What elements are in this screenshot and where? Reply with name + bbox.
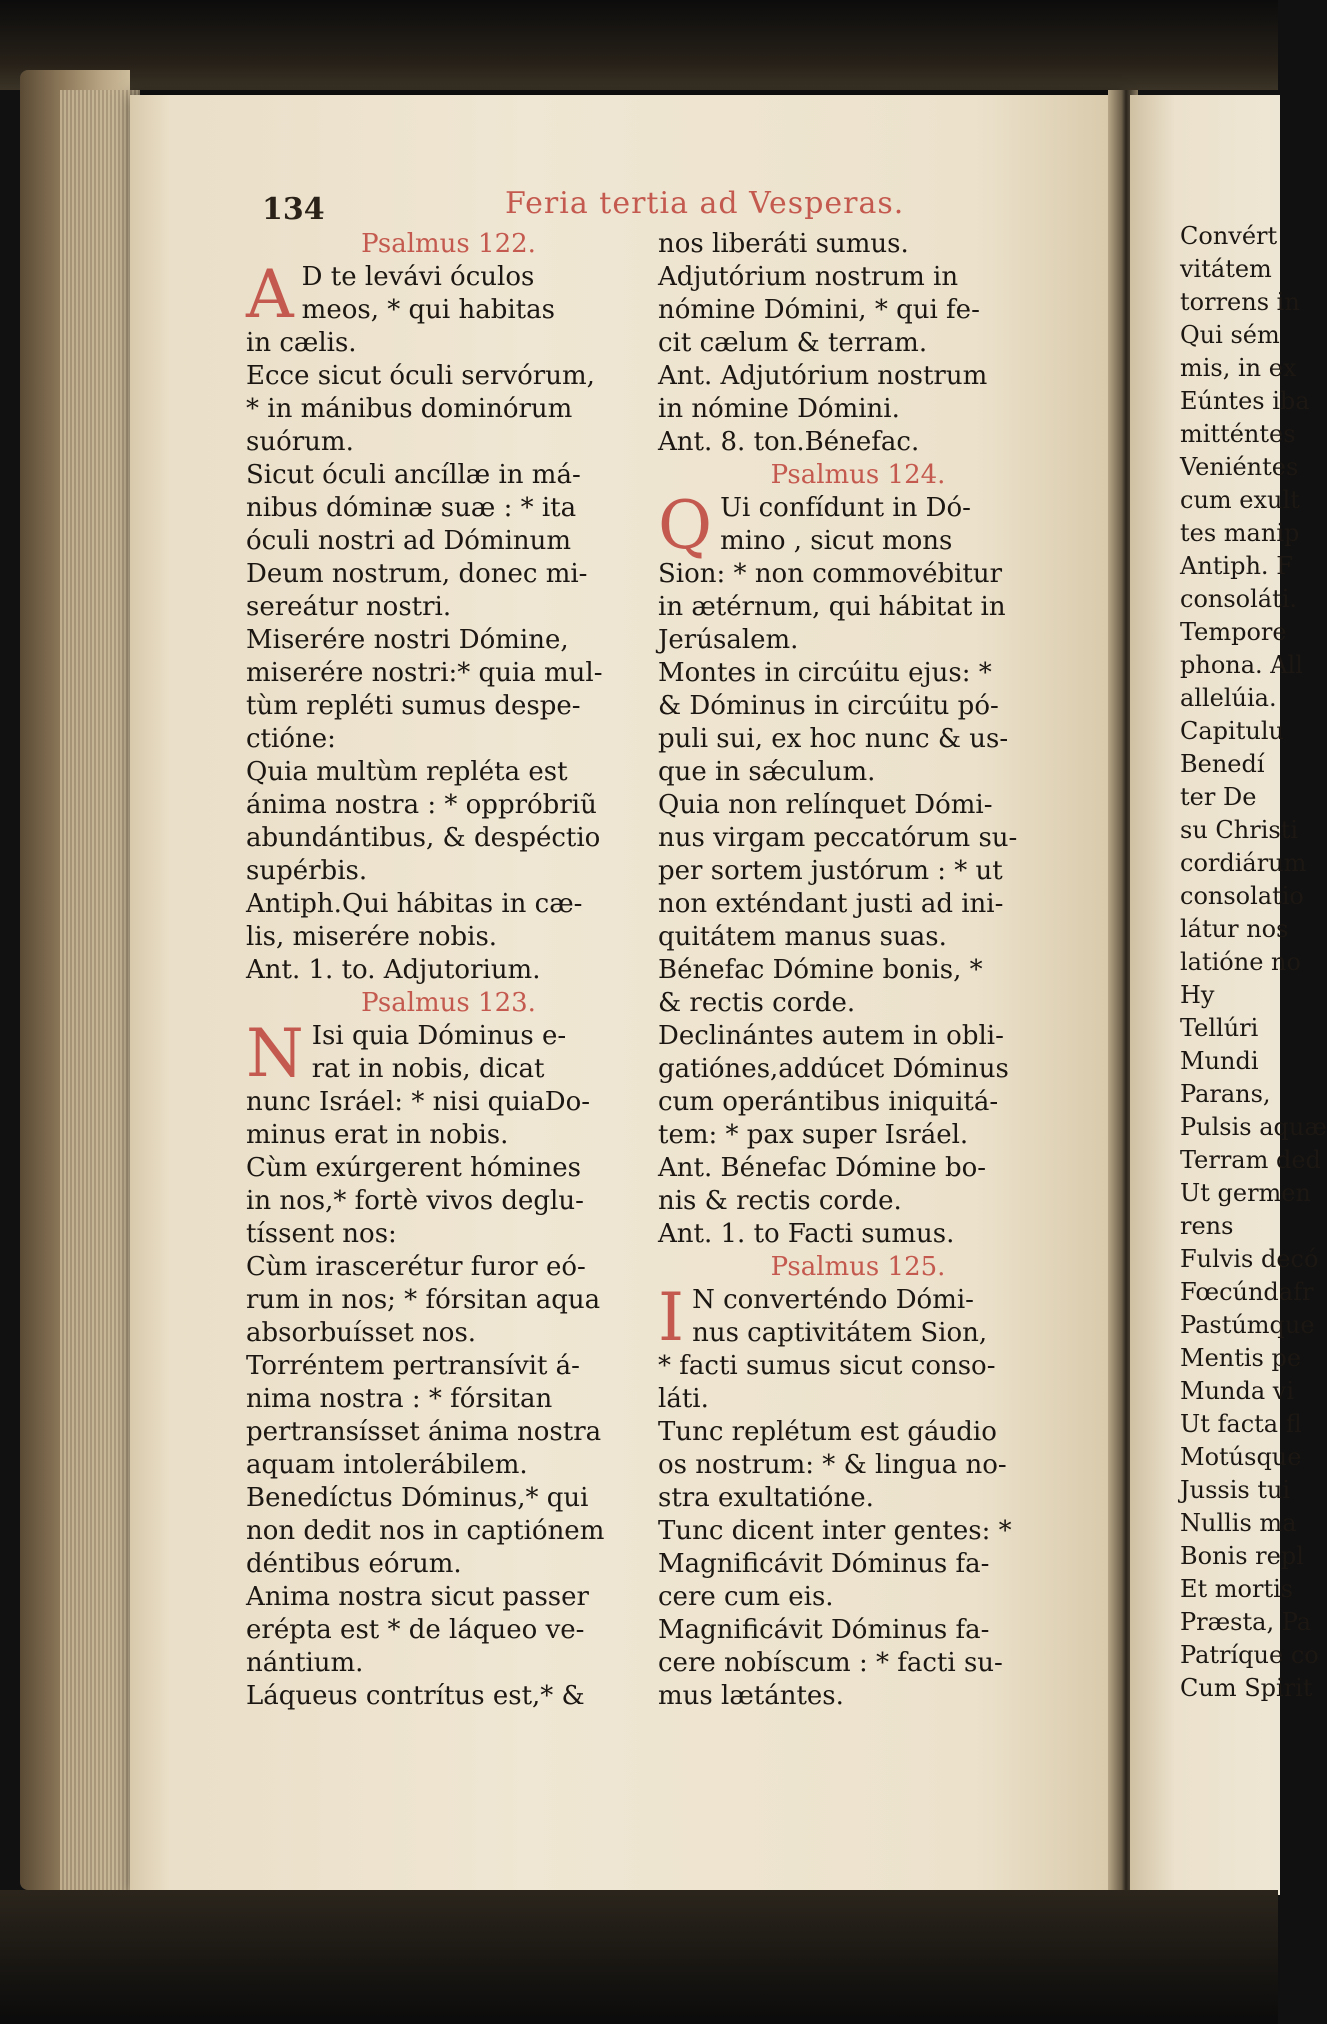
facing-text-line: consolatio — [1180, 882, 1304, 910]
right-text-column — [658, 228, 1058, 1713]
text-line: óculi nostri ad Dóminum — [246, 526, 572, 556]
page-edges — [60, 90, 140, 1890]
text-line: Declinántes autem in obli- — [658, 1021, 1004, 1051]
facing-text-line: vitátem — [1180, 255, 1272, 283]
text-line: meos, * qui habitas — [301, 295, 555, 325]
text-line: * in mánibus dominórum — [246, 394, 573, 424]
text-line: Miserére nostri Dómine, — [246, 625, 569, 655]
text-line: que in sǽculum. — [658, 757, 876, 787]
text-line: cit cælum & terram. — [658, 328, 928, 358]
text-line: supérbis. — [246, 856, 368, 886]
facing-text-line: Qui sém — [1180, 321, 1280, 349]
text-line: Tunc replétum est gáudio — [658, 1417, 997, 1447]
text-line: abundántibus, & despéctio — [246, 823, 601, 853]
text-line: Ant. Bénefac Dómine bo- — [658, 1153, 987, 1183]
text-line: Quia non relínquet Dómi- — [658, 790, 993, 820]
text-line: Deum nostrum, donec mi- — [246, 559, 588, 589]
text-line: Ant. 8. ton.Bénefac. — [658, 427, 920, 457]
text-line: tùm repléti sumus despe- — [246, 691, 581, 721]
text-line: láti. — [658, 1384, 709, 1414]
facing-text-line: latióne no — [1180, 948, 1301, 976]
background-bottom — [0, 1890, 1278, 2024]
facing-text-line: Hy — [1180, 981, 1215, 1009]
text-line: & Dóminus in circúitu pó- — [658, 691, 999, 721]
text-line: Láqueus contrítus est,* & — [246, 1681, 585, 1711]
facing-text-line: Mundi — [1180, 1047, 1259, 1075]
text-line: nómine Dómini, * qui fe- — [658, 295, 980, 325]
facing-text-line: mis, in ex — [1180, 354, 1297, 382]
psalm-title: Psalmus 125. — [770, 1252, 946, 1282]
text-line: * facti sumus sicut conso- — [658, 1351, 996, 1381]
text-line: os nostrum: * & lingua no- — [658, 1450, 1007, 1480]
text-line: quitátem manus suas. — [658, 922, 947, 952]
facing-text-line: Mentis pe — [1180, 1344, 1302, 1372]
text-line: déntibus eórum. — [246, 1549, 462, 1579]
facing-text-line: Benedí — [1180, 750, 1265, 778]
text-line: Ui confídunt in Dó- — [720, 493, 971, 523]
text-line: Magnificávit Dóminus fa- — [658, 1549, 990, 1579]
text-line: per sortem justórum : * ut — [658, 856, 1003, 886]
facing-text-line: Antiph. F — [1180, 552, 1293, 580]
facing-text-line: cum exult — [1180, 486, 1300, 514]
text-line: nis & rectis corde. — [658, 1186, 902, 1216]
text-line: cere nobíscum : * facti su- — [658, 1648, 1003, 1678]
text-line: nos liberáti sumus. — [658, 229, 909, 259]
text-line: Torréntem pertransívit á- — [246, 1351, 580, 1381]
facing-text-line: Pulsis aquæ — [1180, 1113, 1327, 1141]
text-line: Antiph.Qui hábitas in cæ- — [246, 889, 583, 919]
facing-text-line: Patríque co — [1180, 1641, 1319, 1669]
psalm-title: Psalmus 123. — [361, 988, 536, 1018]
facing-text-line: cordiárum — [1180, 849, 1307, 877]
text-line: Cùm exúrgerent hómines — [246, 1153, 581, 1183]
text-line: tem: * pax super Isráel. — [658, 1120, 969, 1150]
facing-text-line: phona. All — [1180, 651, 1303, 679]
text-line: lis, miserére nobis. — [246, 922, 498, 952]
text-line: non exténdant justi ad ini- — [658, 889, 1004, 919]
facing-text-line: Fulvis decó — [1180, 1245, 1319, 1273]
text-line: gatiónes,addúcet Dóminus — [658, 1054, 1009, 1084]
text-line: Ecce sicut óculi servórum, — [246, 361, 595, 391]
text-line: nima nostra : * fórsitan — [246, 1384, 553, 1414]
drop-cap-initial: N — [246, 1015, 304, 1092]
facing-text-line: Ut facta fl — [1180, 1410, 1302, 1438]
facing-text-line: Veniéntes — [1180, 453, 1299, 481]
text-line: D te levávi óculos — [301, 262, 535, 292]
text-line: in nos,* fortè vivos deglu- — [246, 1186, 584, 1216]
text-line: Ant. Adjutórium nostrum — [658, 361, 988, 391]
text-line: non dedit nos in captiónem — [246, 1516, 605, 1546]
left-text-column — [246, 228, 651, 1713]
text-line: Magnificávit Dóminus fa- — [658, 1615, 990, 1645]
text-line: ctióne: — [246, 724, 336, 754]
facing-text-line: Eúntes iba — [1180, 387, 1310, 415]
text-line: Sicut óculi ancíllæ in má- — [246, 460, 581, 490]
drop-cap-initial: I — [658, 1279, 685, 1356]
text-line: pertransísset ánima nostra — [246, 1417, 602, 1447]
background-top — [0, 0, 1278, 90]
facing-text-line: Ut germen — [1180, 1179, 1311, 1207]
psalm-title: Psalmus 122. — [361, 229, 536, 259]
psalm-title: Psalmus 124. — [770, 460, 946, 490]
text-line: Ant. 1. to Facti sumus. — [658, 1219, 955, 1249]
facing-text-line: consoláti. — [1180, 585, 1298, 613]
facing-text-line: Cum Spirit — [1180, 1674, 1313, 1702]
facing-text-line: Parans, — [1180, 1080, 1271, 1108]
drop-cap-initial: Q — [658, 487, 713, 564]
facing-text-line: látur nos — [1180, 915, 1289, 943]
facing-text-line: Motúsque — [1180, 1443, 1302, 1471]
text-line: Sion: * non commovébitur — [658, 559, 1003, 589]
text-line: mino , sicut mons — [720, 526, 953, 556]
facing-text-line: Nullis ma — [1180, 1509, 1297, 1537]
facing-text-line: Capitulu — [1180, 717, 1284, 745]
text-line: stra exultatióne. — [658, 1483, 874, 1513]
text-line: sereátur nostri. — [246, 592, 452, 622]
running-head: Feria tertia ad Vesperas. — [505, 186, 905, 221]
facing-text-line: Terram ded — [1180, 1146, 1321, 1174]
facing-text-line: Fœcúndafr — [1180, 1278, 1314, 1306]
text-line: puli sui, ex hoc nunc & us- — [658, 724, 1009, 754]
text-line: in ætérnum, qui hábitat in — [658, 592, 1006, 622]
text-line: tíssent nos: — [246, 1219, 397, 1249]
facing-text-line: mitténtes — [1180, 420, 1296, 448]
facing-text-line: allelúia. — [1180, 684, 1277, 712]
text-line: Quia multùm repléta est — [246, 757, 568, 787]
facing-text-line: Pastúmque — [1180, 1311, 1315, 1339]
drop-cap-initial: A — [246, 256, 294, 333]
text-line: Anima nostra sicut passer — [246, 1582, 589, 1612]
text-line: Jerúsalem. — [658, 625, 799, 655]
facing-text-line: Et mortis — [1180, 1575, 1294, 1603]
text-line: nus virgam peccatórum su- — [658, 823, 1018, 853]
text-line: in cælis. — [246, 328, 357, 358]
facing-text-line: tes manip — [1180, 519, 1300, 547]
text-line: N converténdo Dómi- — [692, 1285, 974, 1315]
text-line: Cùm irascerétur furor eó- — [246, 1252, 586, 1282]
text-line: erépta est * de láqueo ve- — [246, 1615, 585, 1645]
text-line: ánima nostra : * oppróbriũ — [246, 790, 597, 820]
page-number: 134 — [262, 192, 325, 227]
text-line: Bénefac Dómine bonis, * — [658, 955, 983, 985]
text-line: nus captivitátem Sion, — [692, 1318, 988, 1348]
facing-text-line: Tempore — [1180, 618, 1287, 646]
text-line: Isi quia Dóminus e- — [311, 1021, 567, 1051]
text-line: suórum. — [246, 427, 354, 457]
facing-text-line: Præsta, Pa — [1180, 1608, 1312, 1636]
text-line: Montes in circúitu ejus: * — [658, 658, 992, 688]
text-line: miserére nostri:* quia mul- — [246, 658, 603, 688]
text-line: Adjutórium nostrum in — [658, 262, 959, 292]
facing-text-line: rens — [1180, 1212, 1234, 1240]
text-line: & rectis corde. — [658, 988, 856, 1018]
text-line: nántium. — [246, 1648, 364, 1678]
text-line: cum operántibus iniquitá- — [658, 1087, 999, 1117]
text-line: rat in nobis, dicat — [311, 1054, 545, 1084]
text-line: cere cum eis. — [658, 1582, 834, 1612]
text-line: nibus dóminæ suæ : * ita — [246, 493, 577, 523]
facing-text-line: ter De — [1180, 783, 1257, 811]
text-line: mus lætántes. — [658, 1681, 844, 1711]
text-line: aquam intolerábilem. — [246, 1450, 528, 1480]
facing-text-line: torrens in — [1180, 288, 1300, 316]
facing-text-line: Tellúri — [1180, 1014, 1259, 1042]
facing-text-line: su Christi — [1180, 816, 1299, 844]
text-line: Benedíctus Dóminus,* qui — [246, 1483, 589, 1513]
text-line: Ant. 1. to. Adjutorium. — [246, 955, 541, 985]
facing-text-line: Convért — [1180, 222, 1278, 250]
text-line: in nómine Dómini. — [658, 394, 900, 424]
facing-text-line: Munda vi — [1180, 1377, 1295, 1405]
text-line: minus erat in nobis. — [246, 1120, 509, 1150]
text-line: absorbuísset nos. — [246, 1318, 477, 1348]
text-line: rum in nos; * fórsitan aqua — [246, 1285, 601, 1315]
facing-text-line: Jussis tui — [1180, 1476, 1291, 1504]
facing-text-line: Bonis repl — [1180, 1542, 1304, 1570]
text-line: nunc Isráel: * nisi quiaDo- — [246, 1087, 591, 1117]
facing-page-text — [1180, 220, 1327, 1705]
text-line: Tunc dicent inter gentes: * — [658, 1516, 1012, 1546]
